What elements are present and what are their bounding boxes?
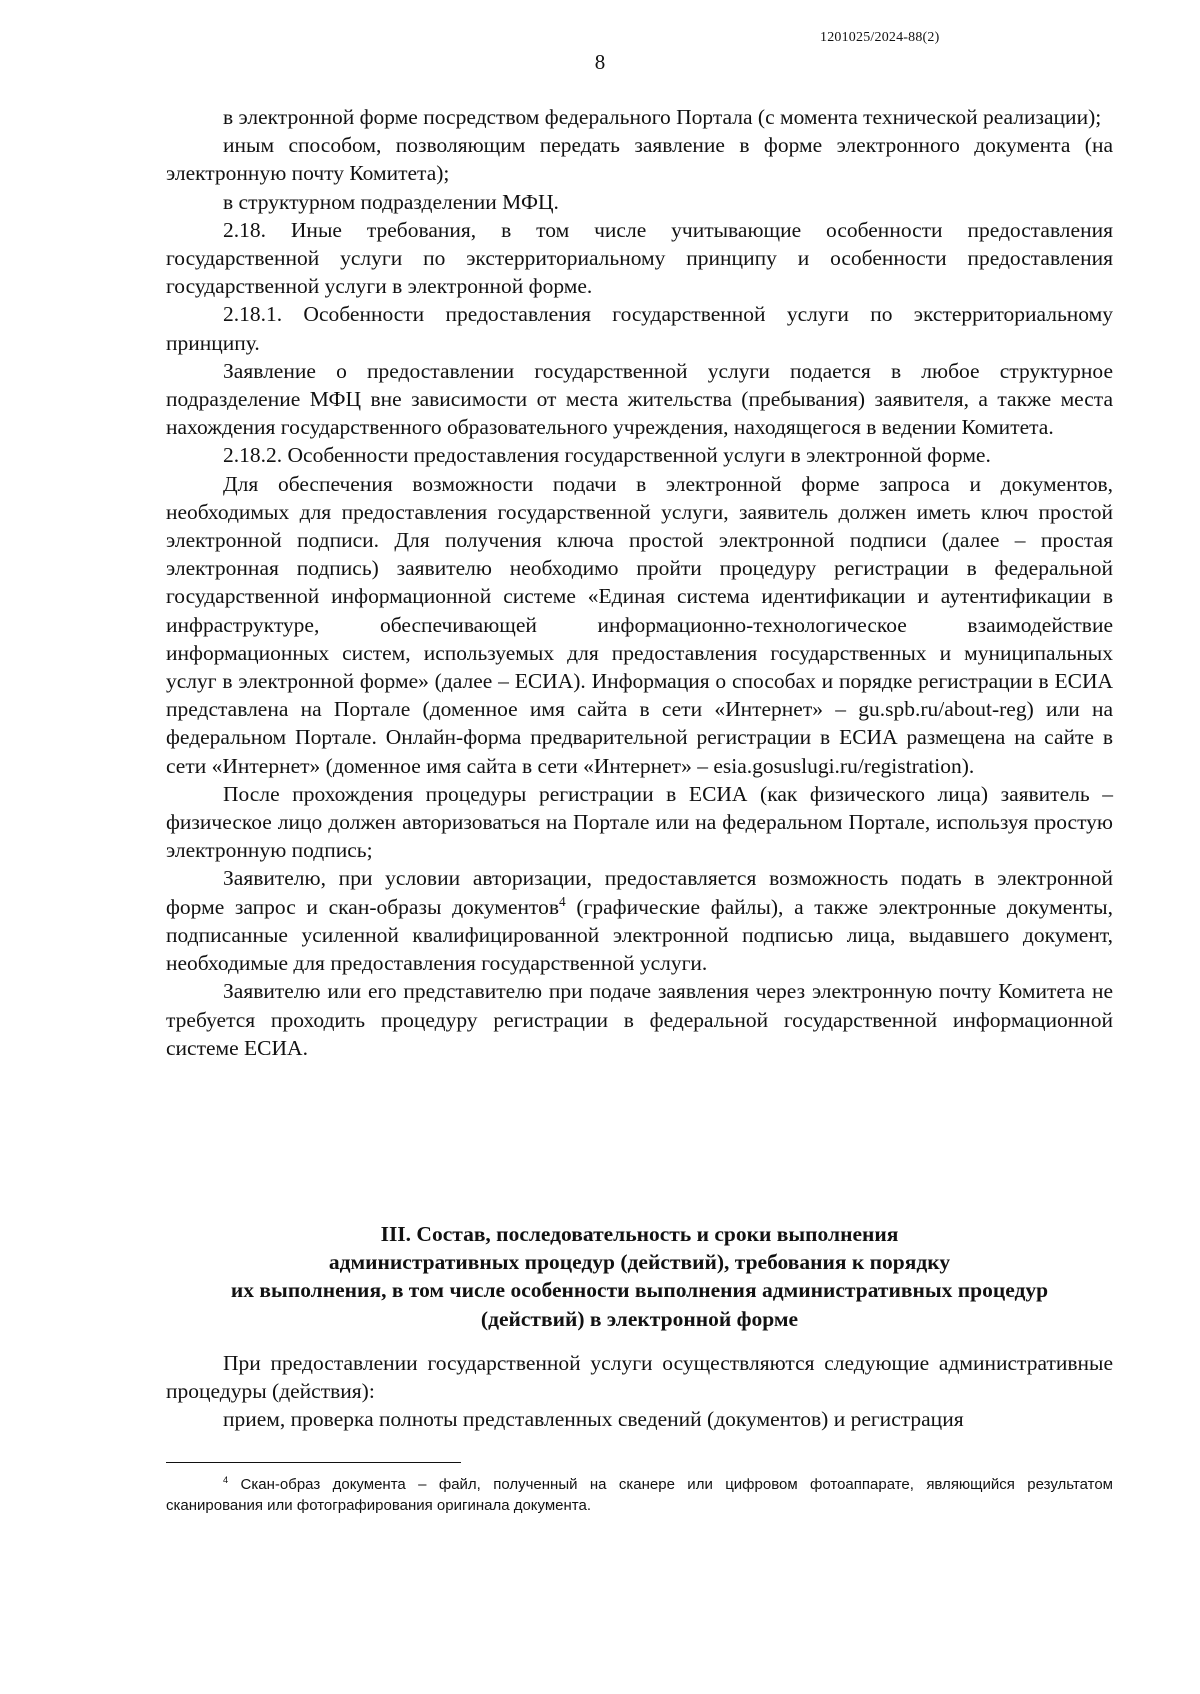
paragraph: Заявителю или его представителю при подаче заявления через электронную почту Комитета не требуется проходить процедуру регистрации в федеральной государственной информационной системе ЕСИА. (166, 979, 1113, 1060)
paragraph-text: (графические файлы), а также электронные документы, подписанные усиленной квалифицированной электронной подписью лица, выдавшего документ, необходимые для предоставления государственной услуги. (166, 894, 1113, 976)
paragraph (166, 864, 1113, 977)
paragraph-section-2-18: 2.18. Иные требования, в том числе учитывающие особенности предоставления государственной услуги по экстерриториальному принципу и особенности предоставления государственной услуги в электронной форме. (166, 217, 1113, 299)
footnote-marker: 4 (223, 1475, 229, 1485)
heading-line: их выполнения, в том числе особенности выполнения административных процедур (230, 1278, 1049, 1303)
paragraph: Для обеспечения возможности подачи в электронной форме запроса и документов, необходимых для предоставления государственной услуги, заявитель должен иметь ключ простой электронной подписи. Для получения ключа простой электронной подписи (далее – простая электронная подпись) заявителю необходимо пройти процедуру регистрации в федеральной государственной информационной системе «Единая система идентификации и аутентификации в инфраструктуре, обеспечивающей информационно-технологическое взаимодействие информационных систем, используемых для предоставления государственных и муниципальных услуг в электронной форме» (далее – ЕСИА). Информация о способах и порядке регистрации в ЕСИА представлена на Портале (доменное имя сайта в сети «Интернет» – gu.spb.ru/about-reg) или на федеральном Портале. Онлайн-форма предварительной регистрации в ЕСИА размещена на сайте в сети «Интернет» (доменное имя сайта в сети «Интернет» – esia.gosuslugi.ru/registration). (166, 471, 1113, 778)
heading-line: III. Состав, последовательность и сроки выполнения (380, 1222, 899, 1246)
page-number: 8 (594, 50, 606, 74)
footnote-separator (166, 1462, 461, 1463)
paragraph: После прохождения процедуры регистрации в ЕСИА (как физического лица) заявитель – физическое лицо должен авторизоваться на Портале или на федеральном Портале, используя простую электронную подпись; (166, 781, 1113, 863)
main-text (166, 103, 1113, 1062)
heading-line: административных процедур (действий), требования к порядку (328, 1250, 951, 1275)
paragraph: При предоставлении государственной услуги осуществляются следующие административные процедуры (действия): (166, 1351, 1113, 1404)
paragraph-section-2-18-2: 2.18.2. Особенности предоставления государственной услуги в электронной форме. (223, 443, 991, 468)
paragraph: иным способом, позволяющим передать заявление в форме электронного документа (на электронную почту Комитета); (166, 133, 1113, 186)
paragraph: прием, проверка полноты представленных сведений (документов) и регистрация (223, 1407, 964, 1432)
paragraph-section-2-18-1: 2.18.1. Особенности предоставления государственной услуги по экстерриториальному принципу. (166, 302, 1113, 355)
footnote (166, 1474, 1113, 1516)
document-number: 1201025/2024-88(2) (820, 30, 940, 45)
paragraph: Заявление о предоставлении государственной услуги подается в любое структурное подразделение МФЦ вне зависимости от места жительства (пребывания) заявителя, а также места нахождения государственного образовательного учреждения, находящегося в ведении Комитета. (166, 358, 1113, 440)
footnote-text: Скан-образ документа – файл, полученный на сканере или цифровом фотоаппарате, являющийся результатом сканирования или фотографирования оригинала документа. (166, 1476, 1113, 1514)
footnote-reference: 4 (559, 893, 566, 909)
paragraph-text: Заявителю, при условии авторизации, предоставляется возможность подать в электронной форме запрос и скан-образы документов (166, 866, 1113, 919)
paragraph: в структурном подразделении МФЦ. (223, 189, 559, 214)
section-text (166, 1349, 1113, 1434)
section-heading (166, 1220, 1113, 1333)
heading-line: (действий) в электронной форме (480, 1306, 799, 1331)
paragraph: в электронной форме посредством федерального Портала (с момента технической реализации); (223, 105, 1102, 129)
